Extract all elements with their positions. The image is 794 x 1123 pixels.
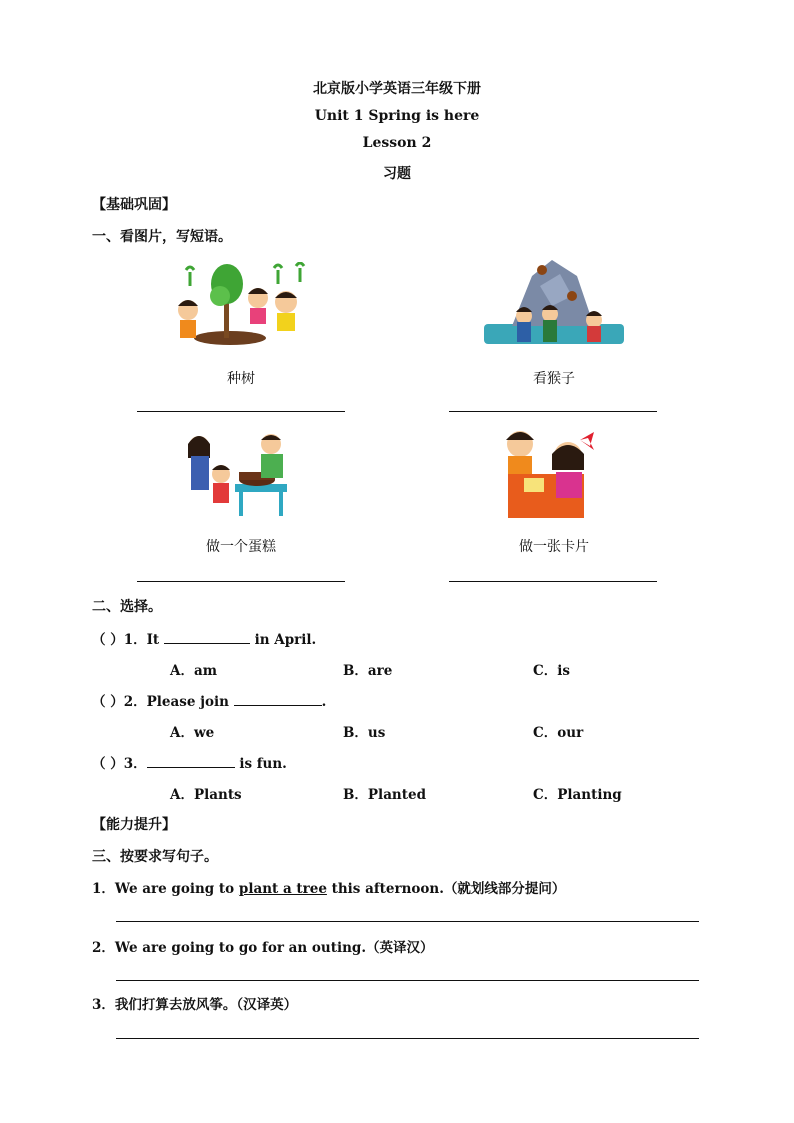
- caption-make-card: 做一张卡片: [519, 539, 589, 555]
- answer-line-3[interactable]: [137, 581, 345, 582]
- question-text-post: .: [321, 694, 327, 710]
- question-text-post: is fun.: [239, 756, 287, 772]
- question-1: [92, 628, 316, 648]
- answer-line-2[interactable]: [449, 411, 657, 412]
- part3-heading: 三、按要求写句子。: [92, 849, 218, 865]
- part1-heading: 一、看图片，写短语。: [92, 229, 232, 245]
- question-number: 1．: [123, 632, 147, 648]
- watching-monkeys-illustration: [482, 256, 627, 351]
- answer-line-4[interactable]: [449, 581, 657, 582]
- fill-blank[interactable]: [234, 691, 322, 706]
- caption-watch-monkeys: 看猴子: [533, 371, 575, 387]
- making-card-illustration: [494, 426, 606, 522]
- caption-plant-tree: 种树: [227, 371, 255, 387]
- option-a[interactable]: A．Plants: [170, 787, 242, 803]
- option-b[interactable]: B．Planted: [343, 787, 427, 803]
- question-text-post: in April.: [254, 632, 317, 648]
- sentence-item-3: [92, 993, 297, 1013]
- option-a[interactable]: A．we: [170, 725, 215, 741]
- option-c[interactable]: C．Planting: [533, 787, 622, 803]
- item-text: 我们打算去放风筝。（汉译英）: [114, 997, 298, 1013]
- question-number: 3．: [123, 756, 147, 772]
- lesson-title: Lesson 2: [362, 135, 432, 151]
- answer-paren[interactable]: （ ）: [92, 694, 124, 710]
- answer-line-sentence-2[interactable]: [116, 980, 699, 981]
- unit-title: Unit 1 Spring is here: [314, 108, 480, 124]
- item-text: We are going to go for an outing.（英译汉）: [114, 940, 434, 956]
- sentence-item-2: [92, 936, 434, 956]
- answer-paren[interactable]: （ ）: [92, 632, 124, 648]
- section-basic: 【基础巩固】: [92, 197, 176, 213]
- item-text: We are going to: [114, 881, 239, 897]
- option-b[interactable]: B．are: [343, 663, 393, 679]
- making-cake-illustration: [183, 428, 293, 523]
- question-text-pre: Please join: [146, 694, 229, 710]
- sentence-item-1: [92, 877, 565, 897]
- question-number: 2．: [123, 694, 147, 710]
- option-c[interactable]: C．our: [533, 725, 584, 741]
- fill-blank[interactable]: [147, 753, 235, 768]
- answer-line-sentence-1[interactable]: [116, 921, 699, 922]
- fill-blank[interactable]: [164, 629, 250, 644]
- option-a[interactable]: A．am: [170, 663, 218, 679]
- option-c[interactable]: C．is: [533, 663, 570, 679]
- question-2: [92, 690, 326, 710]
- item-number: 3．: [92, 997, 115, 1013]
- part2-heading: 二、选择。: [92, 599, 162, 615]
- item-number: 2．: [92, 940, 115, 956]
- item-text-tail: this afternoon.（就划线部分提问）: [326, 881, 566, 897]
- underlined-phrase: plant a tree: [238, 881, 327, 897]
- question-text-pre: It: [146, 632, 160, 648]
- answer-line-sentence-3[interactable]: [116, 1038, 699, 1039]
- page-title: 北京版小学英语三年级下册: [313, 81, 481, 97]
- caption-make-cake: 做一个蛋糕: [206, 539, 276, 555]
- item-number: 1．: [92, 881, 115, 897]
- exercise-title: 习题: [383, 166, 411, 182]
- planting-tree-illustration: [170, 262, 310, 352]
- answer-paren[interactable]: （ ）: [92, 756, 124, 772]
- section-advanced: 【能力提升】: [92, 817, 176, 833]
- question-3: [92, 752, 287, 772]
- option-b[interactable]: B．us: [343, 725, 386, 741]
- answer-line-1[interactable]: [137, 411, 345, 412]
